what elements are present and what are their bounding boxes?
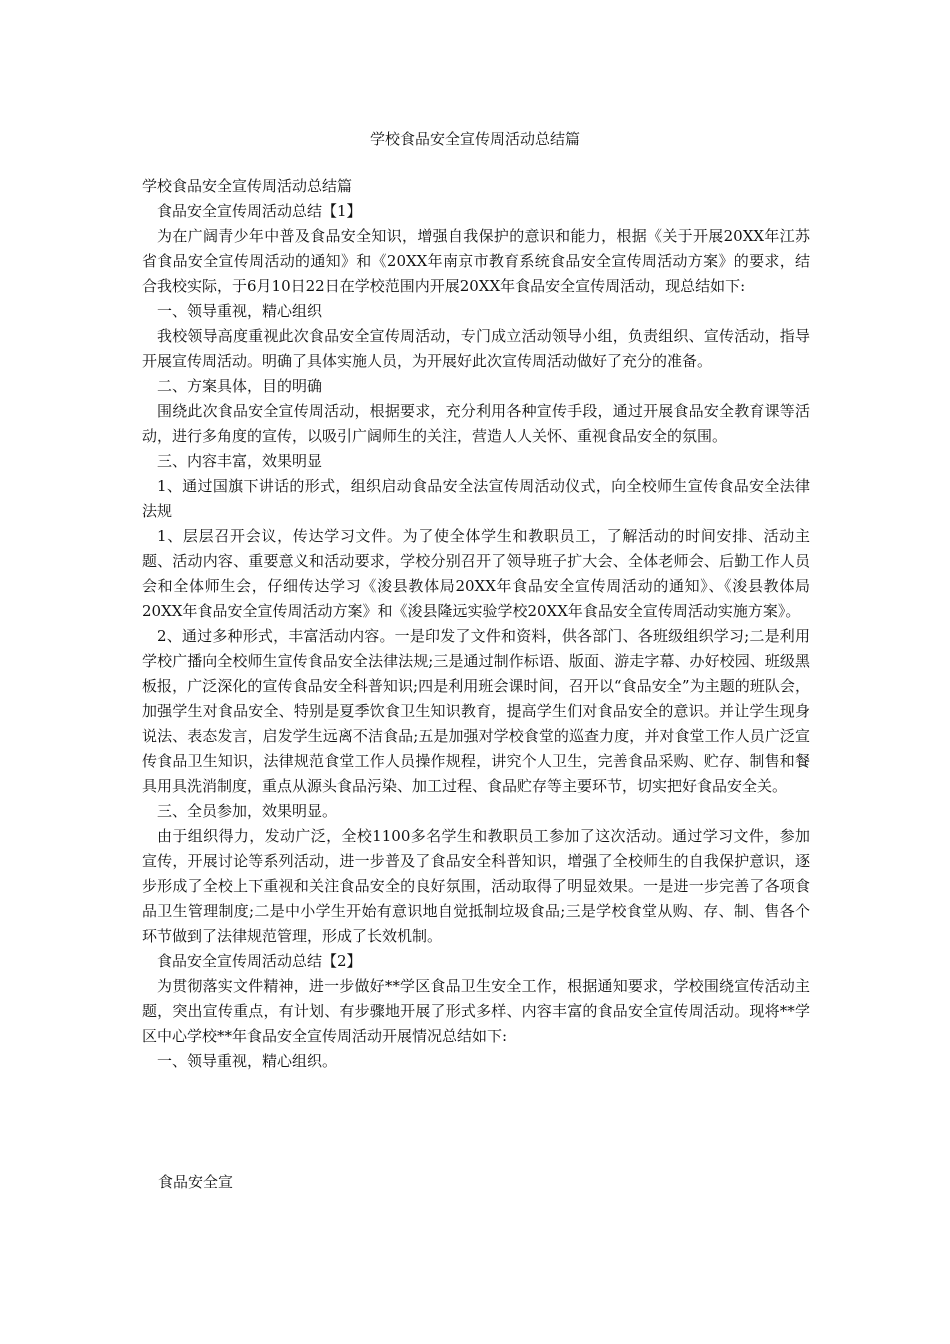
paragraph: 为贯彻落实文件精神，进一步做好**学区食品卫生安全工作，根据通知要求，学校围绕宣传活动主题，突出宣传重点，有计划、有步骤地开展了形式多样、内容丰富的食品安全宣传周活动。现将**学区中心学校**年食品安全宣传周活动开展情况总结如下:: [142, 977, 810, 1045]
document-title: 学校食品安全宣传周活动总结篇: [369, 130, 580, 148]
paragraph: 2、通过多种形式，丰富活动内容。一是印发了文件和资料，供各部门、各班级组织学习;二是利用学校广播向全校师生宣传食品安全法律法规;三是通过制作标语、版面、游走字幕、办好校园、班级黑板报，广泛深化的宣传食品安全科普知识;四是利用班会课时间，召开以“食品安全”为主题的班队会，加强学生对食品安全、特别是夏季饮食卫生知识教育，提高学生们对食品安全的意识。并让学生现身说法、表态发言，启发学生远离不洁食品;五是加强对学校食堂的巡查力度，并对食堂工作人员广泛宣传食品卫生知识，法律规范食堂工作人员操作规程，讲究个人卫生，完善食品采购、贮存、制售和餐具用具洗消制度，重点从源头食品污染、加工过程、食品贮存等主要环节，切实把好食品安全关。: [142, 627, 810, 795]
section-heading: 食品安全宣传周活动总结【2】: [157, 952, 362, 970]
trailing-text: 食品安全宣: [158, 1173, 234, 1191]
section-heading: 一、领导重视，精心组织: [157, 302, 323, 320]
document-body: [142, 174, 810, 1074]
paragraph: 学校食品安全宣传周活动总结篇: [142, 177, 353, 195]
section-heading: 食品安全宣传周活动总结【1】: [157, 202, 362, 220]
paragraph: 围绕此次食品安全宣传周活动，根据要求，充分利用各种宣传手段，通过开展食品安全教育课等活动，进行多角度的宣传，以吸引广阔师生的关注，营造人人关怀、重视食品安全的氛围。: [142, 402, 810, 445]
section-heading: 二、方案具体，目的明确: [157, 377, 323, 395]
section-heading: 三、全员参加，效果明显。: [157, 802, 338, 820]
paragraph: 为在广阔青少年中普及食品安全知识，增强自我保护的意识和能力，根据《关于开展20XX年江苏省食品安全宣传周活动的通知》和《20XX年南京市教育系统食品安全宣传周活动方案》的要求，结合我校实际，于6月10日22日在学校范围内开展20XX年食品安全宣传周活动，现总结如下:: [142, 227, 810, 295]
paragraph: 1、通过国旗下讲话的形式，组织启动食品安全法宣传周活动仪式，向全校师生宣传食品安全法律法规: [142, 477, 810, 520]
paragraph: 1、层层召开会议，传达学习文件。为了使全体学生和教职员工，了解活动的时间安排、活动主题、活动内容、重要意义和活动要求，学校分别召开了领导班子扩大会、全体老师会、后勤工作人员会和全体师生会，仔细传达学习《浚县教体局20XX年食品安全宣传周活动的通知》、《浚县教体局20XX年食品安全宣传周活动方案》和《浚县隆远实验学校20XX年食品安全宣传周活动实施方案》。: [142, 527, 810, 620]
section-heading: 三、内容丰富，效果明显: [157, 452, 323, 470]
paragraph: 由于组织得力，发动广泛，全校1100多名学生和教职员工参加了这次活动。通过学习文件，参加宣传，开展讨论等系列活动，进一步普及了食品安全科普知识，增强了全校师生的自我保护意识，逐步形成了全校上下重视和关注食品安全的良好氛围，活动取得了明显效果。一是进一步完善了各项食品卫生管理制度;二是中小学生开始有意识地自觉抵制垃圾食品;三是学校食堂从购、存、制、售各个环节做到了法律规范管理，形成了长效机制。: [142, 827, 810, 945]
paragraph: 我校领导高度重视此次食品安全宣传周活动，专门成立活动领导小组，负责组织、宣传活动，指导开展宣传周活动。明确了具体实施人员，为开展好此次宣传周活动做好了充分的准备。: [142, 327, 810, 370]
section-heading: 一、领导重视，精心组织。: [157, 1052, 338, 1070]
